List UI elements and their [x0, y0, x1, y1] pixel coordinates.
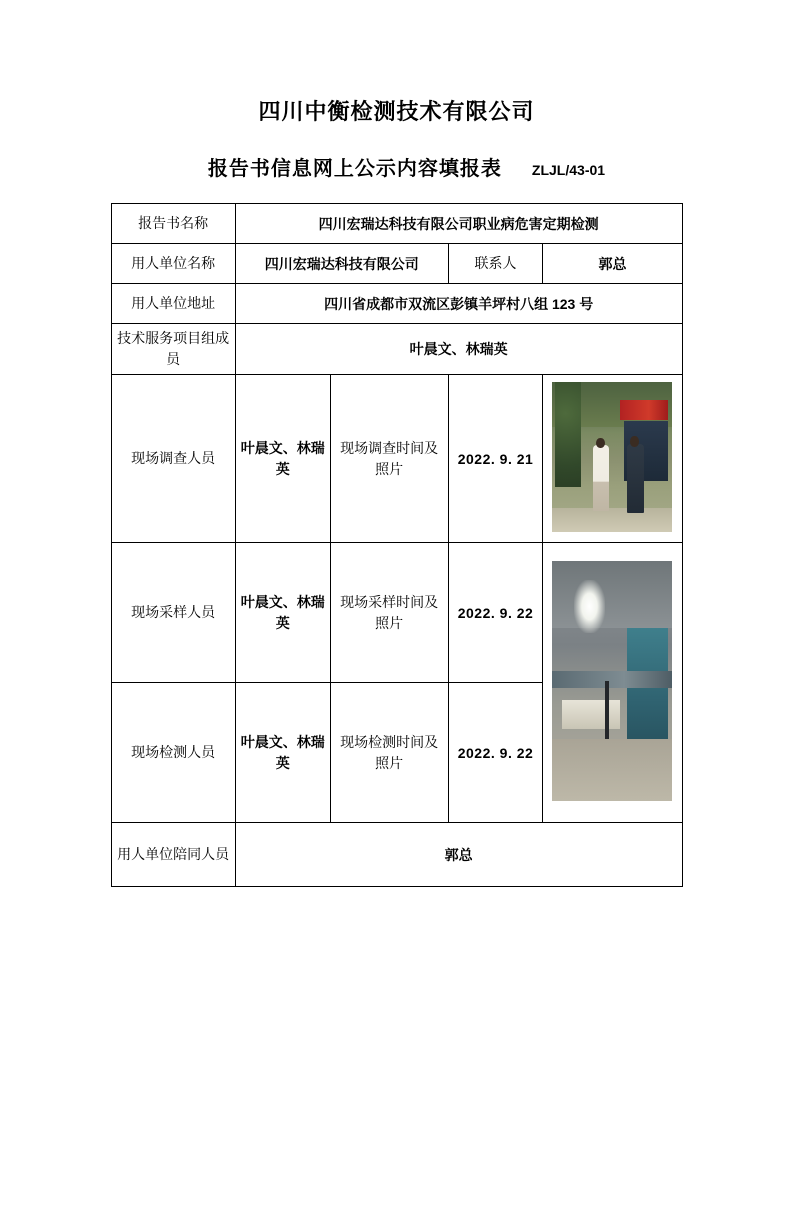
- employer-address-label: 用人单位地址: [111, 284, 235, 324]
- table-row: [111, 375, 682, 543]
- employer-name-value: 四川宏瑞达科技有限公司: [235, 244, 448, 284]
- table-row: [111, 204, 682, 244]
- testing-personnel-value: 叶晨文、林瑞英: [235, 683, 330, 823]
- sampling-photo-cell: [543, 543, 682, 823]
- survey-personnel-label: 现场调查人员: [111, 375, 235, 543]
- survey-time-label: 现场调查时间及照片: [330, 375, 448, 543]
- sampling-photo: [552, 561, 672, 801]
- report-info-table: [111, 203, 683, 887]
- report-name-label: 报告书名称: [111, 204, 235, 244]
- table-row: [111, 284, 682, 324]
- contact-person-label: 联系人: [448, 244, 543, 284]
- company-title: 四川中衡检测技术有限公司: [258, 99, 535, 124]
- sampling-date-value: 2022. 9. 22: [448, 543, 543, 683]
- table-row: [111, 324, 682, 375]
- survey-date-value: 2022. 9. 21: [448, 375, 543, 543]
- testing-date-value: 2022. 9. 22: [448, 683, 543, 823]
- project-team-label: 技术服务项目组成员: [111, 324, 235, 375]
- survey-personnel-value: 叶晨文、林瑞英: [235, 375, 330, 543]
- form-title: 报告书信息网上公示内容填报表: [207, 158, 502, 180]
- table-row: [111, 543, 682, 683]
- sampling-personnel-label: 现场采样人员: [111, 543, 235, 683]
- survey-photo: [552, 382, 672, 532]
- testing-personnel-label: 现场检测人员: [111, 683, 235, 823]
- contact-person-value: 郭总: [543, 244, 682, 284]
- sampling-time-label: 现场采样时间及照片: [330, 543, 448, 683]
- accompany-personnel-label: 用人单位陪同人员: [111, 823, 235, 887]
- sampling-personnel-value: 叶晨文、林瑞英: [235, 543, 330, 683]
- report-name-value: 四川宏瑞达科技有限公司职业病危害定期检测: [235, 204, 682, 244]
- employer-name-label: 用人单位名称: [111, 244, 235, 284]
- survey-photo-cell: [543, 375, 682, 543]
- table-row: [111, 823, 682, 887]
- document-page: [0, 95, 793, 1217]
- testing-time-label: 现场检测时间及照片: [330, 683, 448, 823]
- form-code: ZLJL/43-01: [531, 162, 606, 178]
- accompany-personnel-value: 郭总: [235, 823, 682, 887]
- project-team-value: 叶晨文、林瑞英: [235, 324, 682, 375]
- form-title-row: [0, 152, 793, 181]
- table-row: [111, 244, 682, 284]
- employer-address-value: 四川省成都市双流区彭镇羊坪村八组 123 号: [235, 284, 682, 324]
